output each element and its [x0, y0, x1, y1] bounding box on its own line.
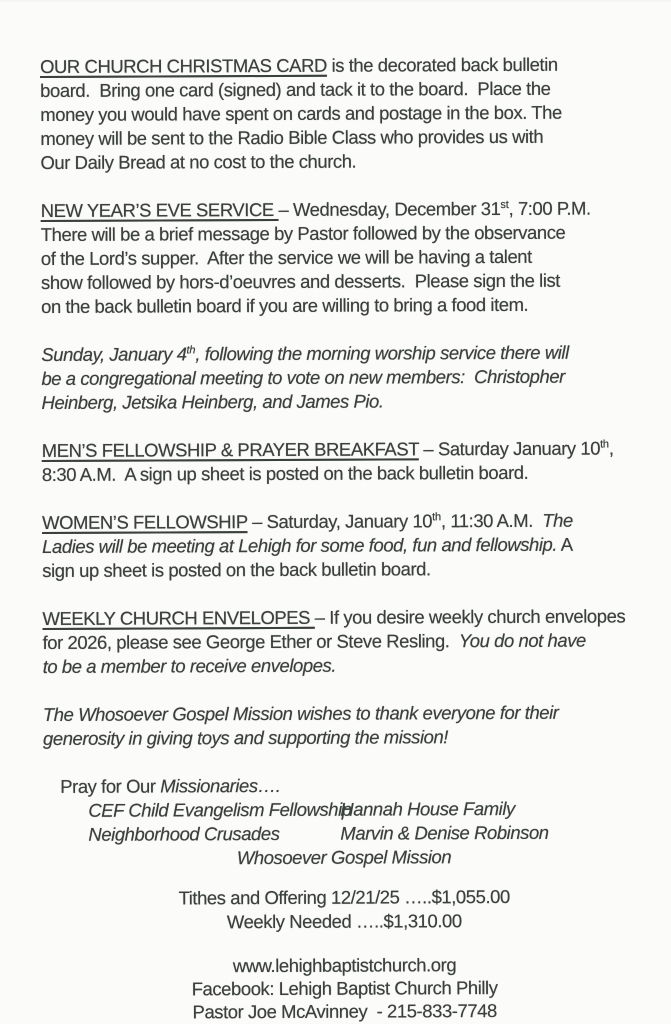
text-line — [40, 148, 655, 175]
congregational-meeting-notice — [41, 340, 656, 415]
text-segment: Sunday, January 4 — [41, 343, 187, 365]
text-line — [41, 196, 656, 223]
text-line — [41, 220, 656, 247]
text-segment: th — [186, 344, 196, 357]
announcement-paragraphs — [40, 52, 658, 751]
weekly-needed-line: Weekly Needed …..$1,310.00 — [226, 910, 462, 933]
womens-fellowship — [42, 508, 657, 583]
text-segment: WOMEN’S FELLOWSHIP — [41, 511, 248, 533]
missionary-name: Neighborhood Crusades — [88, 822, 280, 845]
text-segment: be a congregational meeting to vote on new members: Christopher — [41, 365, 565, 389]
mens-fellowship-breakfast — [42, 436, 657, 487]
text-segment: , 11:30 A.M. — [440, 509, 543, 532]
missionary-name: Hannah House Family — [340, 797, 515, 820]
contact-footer — [44, 952, 659, 1024]
text-line — [41, 364, 656, 391]
text-line — [40, 124, 655, 151]
text-segment: on the back bulletin board if you are willing to bring a food item. — [41, 293, 529, 317]
text-line — [41, 388, 656, 415]
text-segment: show followed by hors-d’oeuvres and desserts. Please sign the list — [40, 269, 561, 293]
whosoever-mission-thanks — [43, 700, 658, 751]
text-segment: The — [542, 509, 573, 531]
text-line — [41, 244, 656, 271]
text-line — [42, 556, 657, 583]
text-segment: WEEKLY CHURCH ENVELOPES — [42, 606, 315, 629]
church-facebook: Facebook: Lehigh Baptist Church Philly — [191, 977, 498, 1000]
missionaries-heading-italic: Missionaries…. — [160, 774, 281, 797]
text-segment: – Saturday, January 10 — [247, 510, 433, 533]
text-segment: th — [600, 438, 609, 451]
text-segment: NEW YEAR’S EVE SERVICE — [40, 198, 279, 221]
offerings-section — [44, 884, 659, 935]
bulletin-content — [40, 52, 659, 1024]
text-segment: MEN’S FELLOWSHIP & PRAYER BREAKFAST — [41, 438, 419, 461]
text-segment: generosity in giving toys and supporting the mission! — [42, 726, 449, 749]
church-website: www.lehighbaptistchurch.org — [232, 954, 457, 977]
text-segment: th — [432, 511, 441, 524]
text-segment: sign up sheet is posted on the back bulletin board. — [42, 558, 431, 581]
text-line — [42, 508, 657, 535]
text-line — [42, 460, 657, 487]
text-line — [41, 268, 656, 295]
text-line — [40, 100, 655, 127]
text-line — [42, 436, 657, 463]
text-line — [42, 532, 657, 559]
pastor-phone: Pastor Joe McAvinney - 215-833-7748 — [192, 1000, 497, 1023]
christmas-card-notice — [40, 52, 656, 175]
text-segment: – If you desire weekly church envelopes — [314, 605, 626, 628]
tithes-offering-line: Tithes and Offering 12/21/25 …..$1,055.00 — [178, 885, 510, 909]
text-line — [40, 76, 655, 103]
text-segment: – Saturday January 10 — [418, 437, 601, 460]
text-line — [43, 652, 658, 679]
missionaries-heading — [43, 772, 658, 799]
text-segment: The Whosoever Gospel Mission wishes to thank everyone for their — [42, 701, 559, 725]
text-line — [40, 52, 655, 79]
text-segment: of the Lord’s supper. After the service we will be having a talent — [40, 245, 532, 269]
text-segment: , 7:00 P.M. — [508, 197, 591, 219]
missionary-row — [43, 820, 658, 847]
text-segment: for 2026, please see George Ether or Steve Resling. — [42, 630, 459, 653]
text-line — [43, 724, 658, 751]
missionary-name-centered: Whosoever Gospel Mission — [236, 846, 452, 869]
missionary-name: Marvin & Denise Robinson — [340, 821, 549, 844]
text-segment: – Wednesday, December 31 — [278, 197, 501, 220]
text-line — [41, 292, 656, 319]
missionary-name: CEF Child Evangelism Fellowship — [88, 798, 352, 821]
text-segment: st — [500, 198, 509, 211]
text-segment: money you would have spent on cards and postage in the box. The — [40, 101, 562, 125]
missionaries-section — [43, 772, 658, 871]
new-years-eve-service — [41, 196, 657, 319]
text-line — [43, 628, 658, 655]
text-segment: money will be sent to the Radio Bible Class who provides us with — [40, 125, 544, 149]
text-segment: , — [608, 437, 614, 459]
text-line — [42, 604, 657, 631]
text-segment: OUR CHURCH CHRISTMAS CARD — [40, 54, 327, 77]
text-segment: is the decorated back bulletin — [326, 53, 558, 76]
text-line — [43, 700, 658, 727]
text-segment: A — [557, 533, 573, 555]
text-segment: board. Bring one card (signed) and tack it to the board. Place the — [40, 77, 551, 101]
text-line — [41, 340, 656, 367]
text-segment: Our Daily Bread at no cost to the church. — [40, 150, 357, 173]
text-segment: to be a member to receive envelopes. — [42, 654, 337, 677]
missionary-row — [43, 796, 658, 823]
text-segment: Heinberg, Jetsika Heinberg, and James Pio. — [41, 390, 384, 413]
text-segment: Ladies will be meeting at Lehigh for some food, fun and fellowship. — [42, 533, 558, 557]
weekly-church-envelopes — [42, 604, 657, 679]
text-segment: You do not have — [458, 629, 586, 652]
missionaries-heading-normal: Pray for Our — [60, 775, 161, 797]
text-segment: , following the morning worship service there will — [195, 341, 569, 365]
text-segment: There will be a brief message by Pastor followed by the observance — [40, 221, 566, 245]
text-segment: 8:30 A.M. A sign up sheet is posted on the back bulletin board. — [41, 461, 529, 485]
